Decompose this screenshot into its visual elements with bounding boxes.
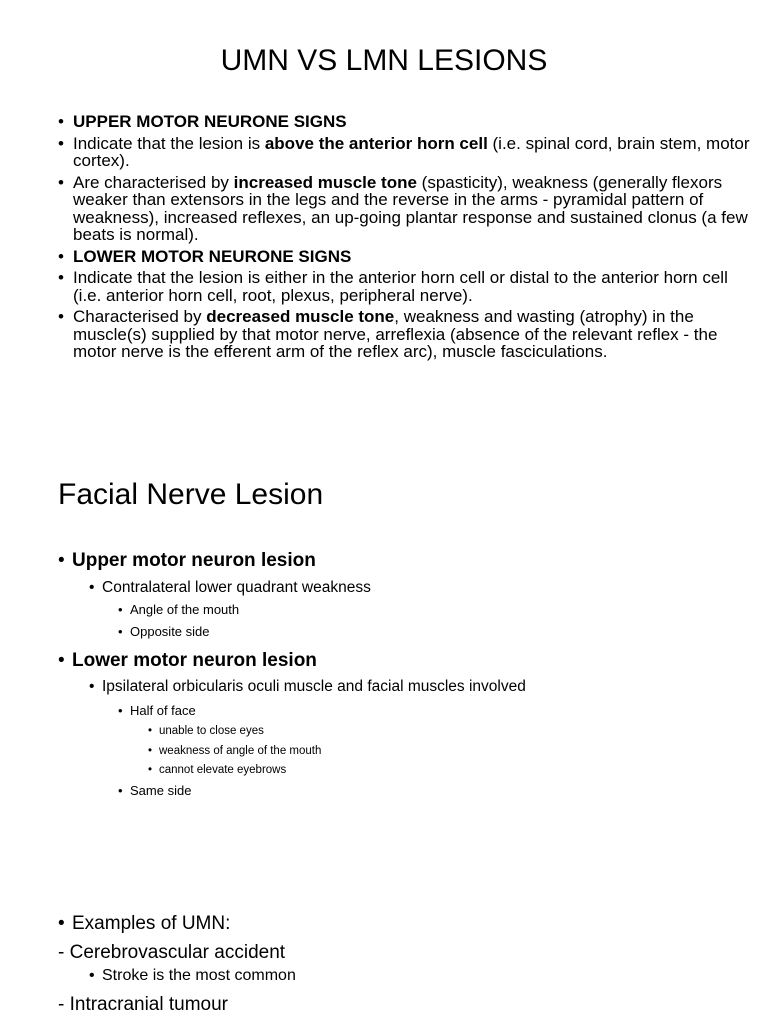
slide1-title: UMN VS LMN LESIONS bbox=[220, 44, 548, 77]
list-item: • Lower motor neuron lesion bbox=[72, 649, 762, 673]
list-item: • Opposite side bbox=[130, 623, 750, 641]
list-item: • Contralateral lower quadrant weakness bbox=[102, 578, 762, 598]
example-sub-list bbox=[102, 966, 762, 986]
list-item: • Stroke is the most common bbox=[102, 966, 762, 986]
list-item: • weakness of angle of the mouth bbox=[159, 743, 749, 759]
list-item: • Upper motor neuron lesion bbox=[72, 549, 762, 573]
umn-sub-list bbox=[102, 578, 762, 598]
list-item: • unable to close eyes bbox=[159, 723, 749, 739]
lmn-half-list bbox=[130, 702, 750, 720]
list-item: • Same side bbox=[130, 782, 750, 800]
lmn-half-items bbox=[159, 723, 749, 778]
list-item: • Indicate that the lesion is above the anterior horn cell (i.e. spinal cord, brain stem, motor cortex). bbox=[58, 135, 758, 170]
example-item: - Intracranial tumour bbox=[58, 994, 229, 1015]
list-item: • Characterised by decreased muscle tone, weakness and wasting (atrophy) in the muscle(s) supplied by that motor nerve, arreflexia (absence of the relevant reflex - the motor nerve is the efferent arm of the reflex arc), muscle fasciculations. bbox=[58, 308, 758, 361]
list-item: • Indicate that the lesion is either in the anterior horn cell or distal to the anterior horn cell (i.e. anterior horn cell, root, plexus, peripheral nerve). bbox=[58, 269, 758, 304]
list-item: • UPPER MOTOR NEURONE SIGNS bbox=[58, 113, 758, 131]
lmn-same-list bbox=[130, 782, 750, 800]
slide2-title: Facial Nerve Lesion bbox=[58, 478, 324, 511]
facial-lesion-umn bbox=[72, 549, 762, 573]
list-item: • LOWER MOTOR NEURONE SIGNS bbox=[58, 248, 758, 266]
list-item: • Are characterised by increased muscle tone (spasticity), weakness (generally flexors weaker than extensors in the legs and the reverse in the arms - pyramidal pattern of weakness), increased reflexes, an up-going plantar response and sustained clonus (a few beats is normal). bbox=[58, 174, 758, 244]
list-item: • Angle of the mouth bbox=[130, 601, 750, 619]
umn-examples-list bbox=[72, 912, 762, 936]
list-item: • Half of face bbox=[130, 702, 750, 720]
list-item: • Examples of UMN: bbox=[72, 912, 762, 936]
facial-lesion-lmn bbox=[72, 649, 762, 673]
lmn-sub-list bbox=[102, 677, 762, 697]
example-item: - Cerebrovascular accident bbox=[58, 942, 286, 963]
umn-lmn-signs-list bbox=[58, 113, 758, 365]
umn-detail-list bbox=[130, 601, 750, 641]
list-item: • Ipsilateral orbicularis oculi muscle and facial muscles involved bbox=[102, 677, 762, 697]
list-item: • cannot elevate eyebrows bbox=[159, 762, 749, 778]
